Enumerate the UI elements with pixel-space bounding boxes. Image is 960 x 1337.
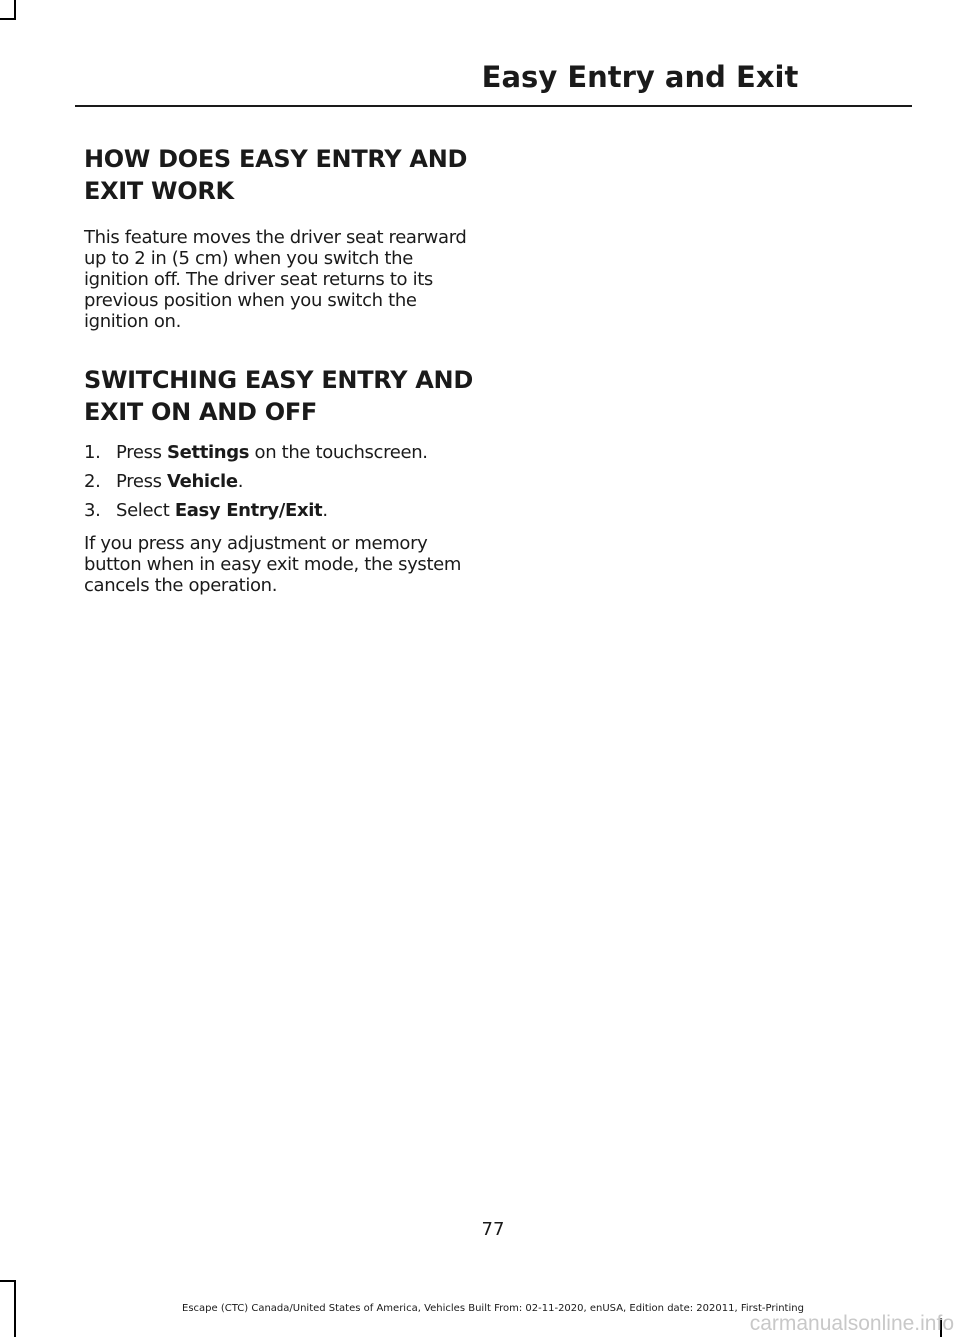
heading-line: EXIT WORK: [84, 177, 234, 205]
heading-line: EXIT ON AND OFF: [84, 398, 318, 426]
section-heading: [84, 143, 476, 207]
step-text-post: on the touchscreen.: [249, 442, 428, 463]
step-text-pre: Press: [116, 442, 167, 463]
page-number: 77: [481, 1219, 505, 1240]
heading-line: HOW DOES EASY ENTRY AND: [84, 145, 468, 173]
footer-edition: Escape (CTC) Canada/United States of America, Vehicles Built From: 02-11-2020, enUSA, Edition date: 202011, First-Printing: [182, 1303, 804, 1314]
step-text: [116, 471, 243, 492]
section-body: This feature moves the driver seat rearward up to 2 in (5 cm) when you switch the ignition off. The driver seat returns to its previous position when you switch the ignition on.: [84, 227, 467, 332]
section-how-it-works: [84, 143, 476, 332]
step-text-post: .: [237, 471, 244, 492]
heading-line: SWITCHING EASY ENTRY AND: [84, 366, 473, 394]
section-switching: [84, 364, 476, 596]
step-text-post: .: [322, 500, 328, 521]
section-heading: [84, 364, 476, 428]
step-text-pre: Select: [116, 500, 175, 521]
step-item: [84, 500, 476, 521]
steps-list: [84, 442, 476, 521]
step-number: 2.: [84, 471, 101, 492]
main-content: [84, 143, 476, 596]
crop-mark: [0, 1280, 16, 1282]
step-keyword: Easy Entry/Exit: [174, 500, 323, 521]
step-keyword: Vehicle: [167, 471, 238, 492]
page-header-title: Easy Entry and Exit: [481, 60, 799, 94]
step-item: [84, 471, 476, 492]
crop-mark: [14, 0, 16, 20]
step-text: [116, 500, 328, 521]
step-number: 1.: [84, 442, 101, 463]
step-number: 3.: [84, 500, 101, 521]
watermark: carmanualsonline.info: [749, 1312, 954, 1335]
step-keyword: Settings: [167, 442, 250, 463]
step-text-pre: Press: [116, 471, 167, 492]
header-divider: [75, 105, 912, 107]
section-body: If you press any adjustment or memory button when in easy exit mode, the system cancels the operation.: [84, 533, 462, 596]
step-item: [84, 442, 476, 463]
crop-mark: [0, 18, 16, 20]
step-text: [116, 442, 428, 463]
